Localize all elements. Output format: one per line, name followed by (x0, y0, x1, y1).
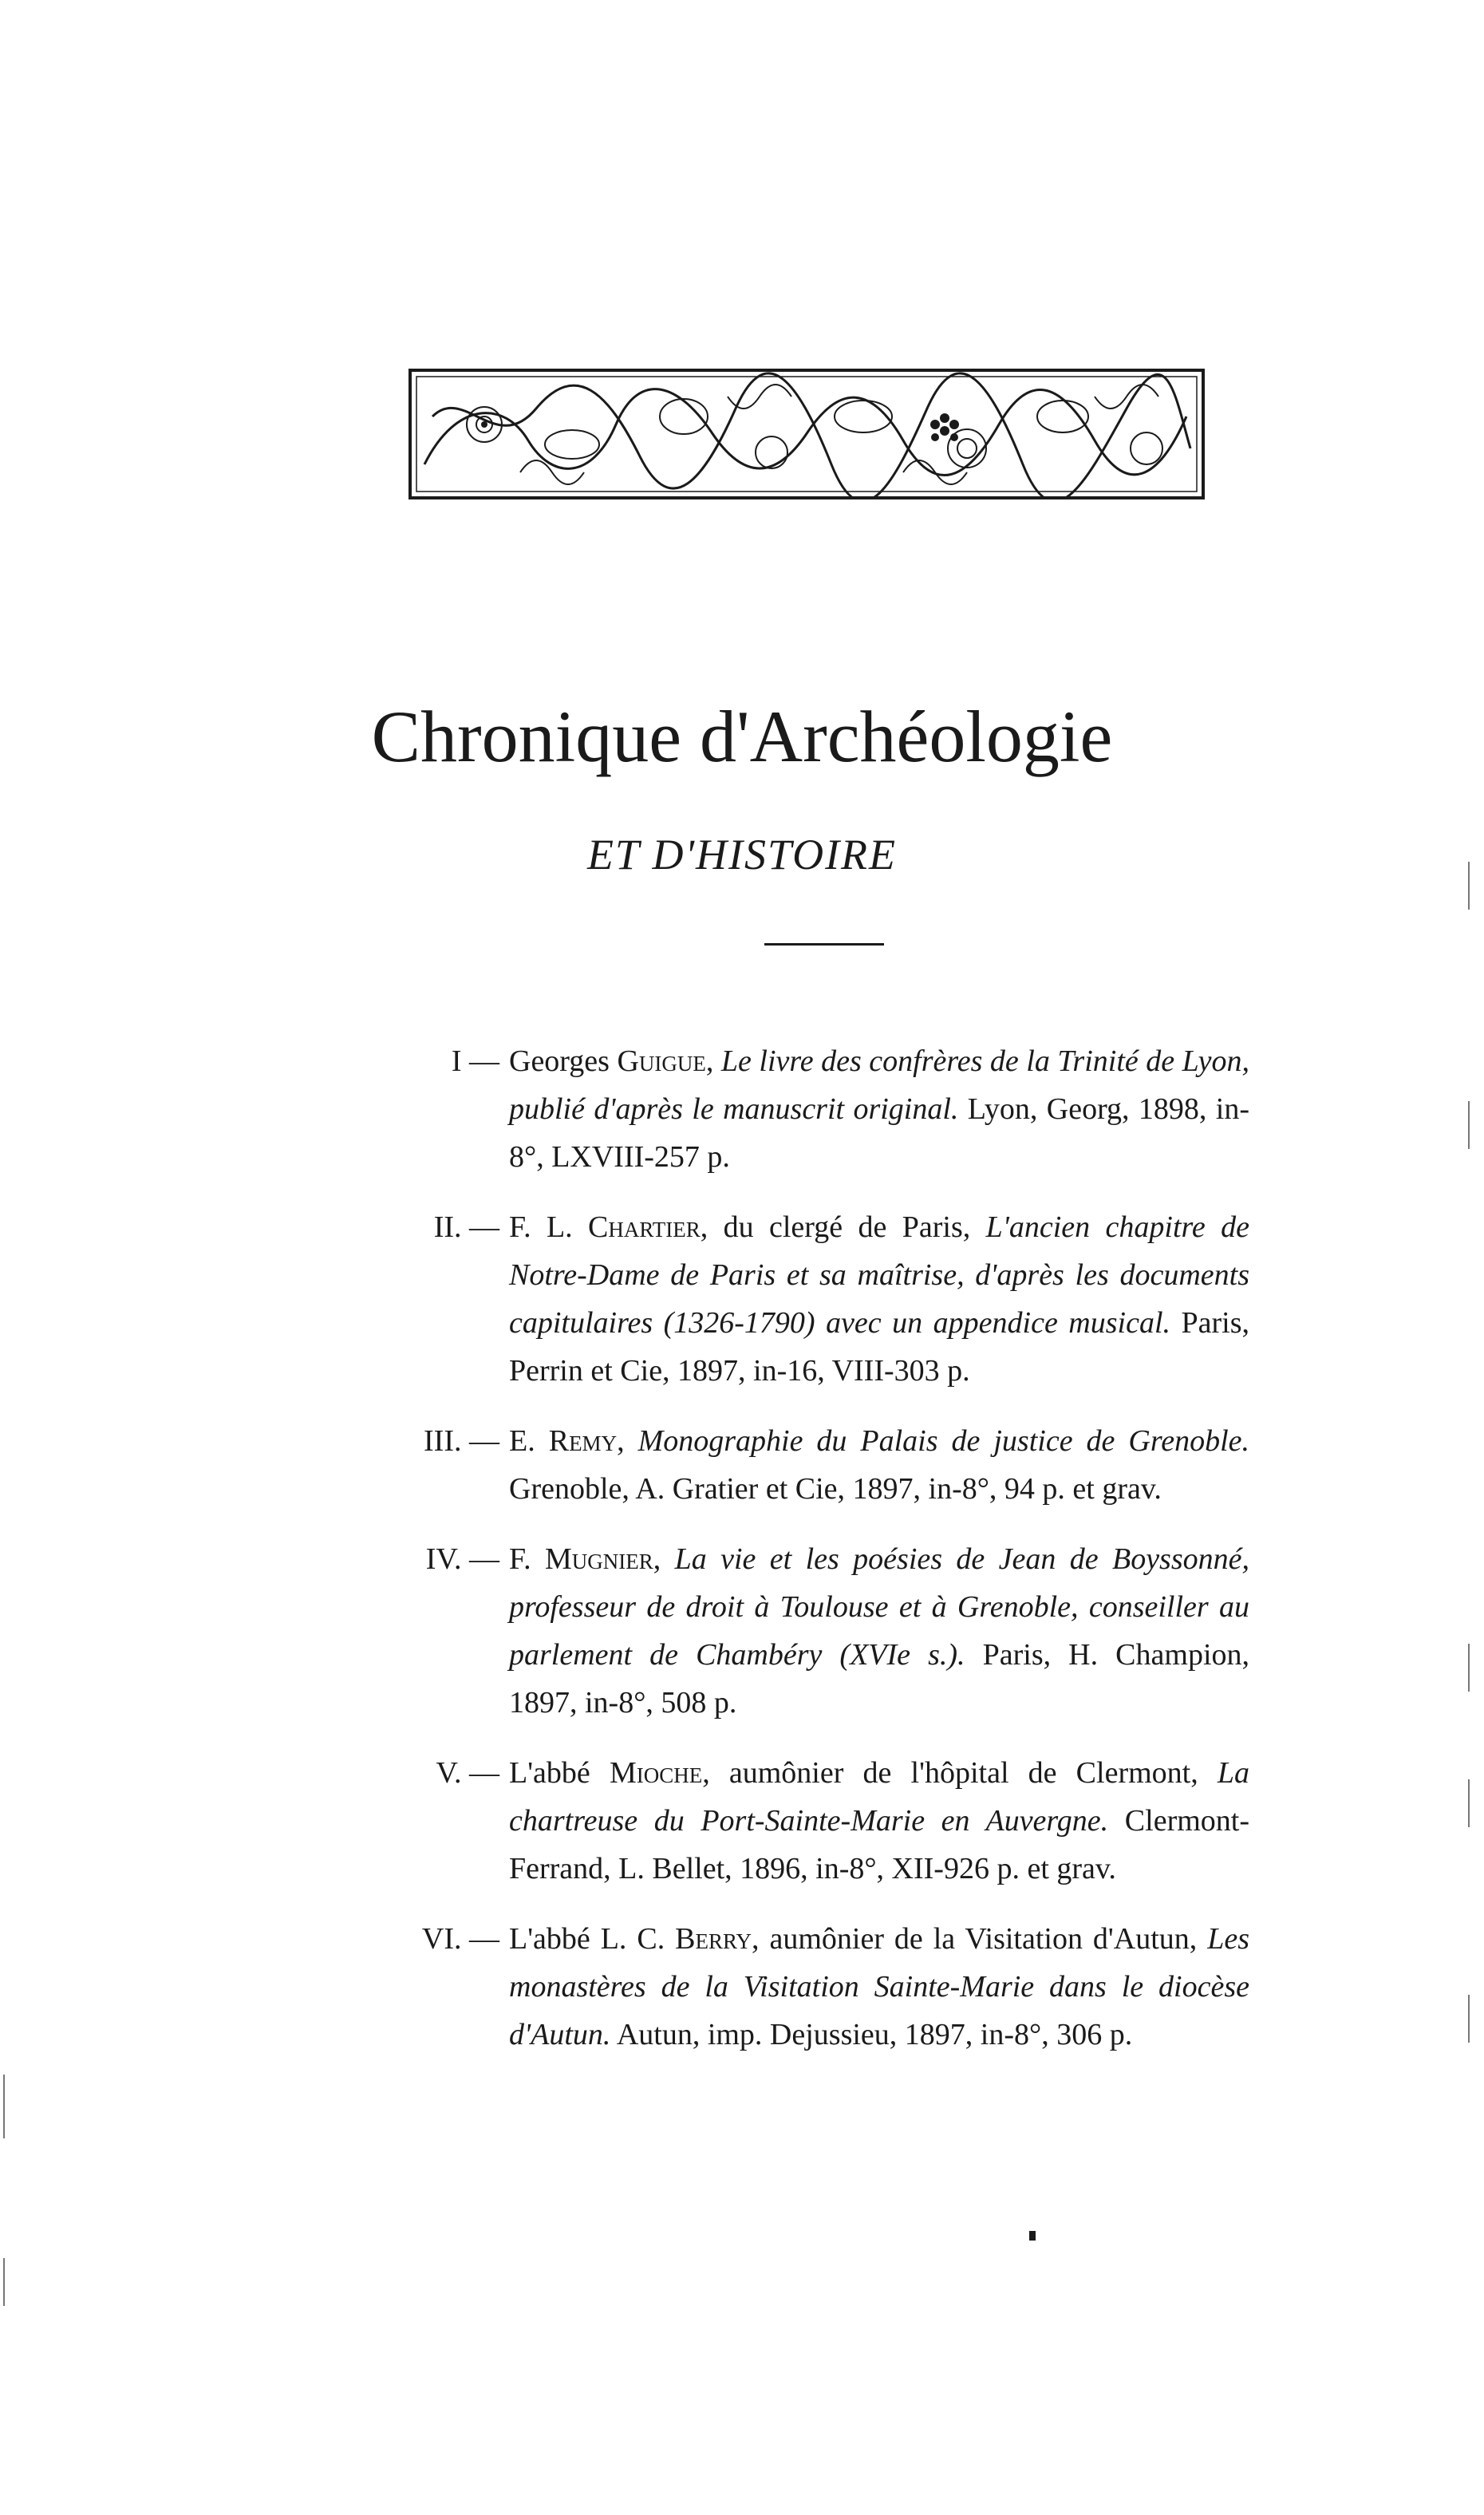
entry-publication: Clermont-Ferrand, L. Bellet, 1896, in-8°, XII-926 p. et grav. (509, 1804, 1249, 1885)
entry-separator: , (705, 1044, 714, 1078)
entry-number: III. — (424, 1424, 499, 1458)
scan-speck (1468, 1101, 1470, 1149)
entry-work-title: Monographie du Palais de justice de Grenoble. (637, 1424, 1250, 1458)
entry-work-title: La vie et les poésies de Jean de Boyssonné, professeur de droit à Toulouse et à Grenoble, conseiller au parlement de Chambéry (XVIe s.). (509, 1542, 1249, 1672)
entry-publication: Autun, imp. Dejussieu, 1897, in-8°, 306 p. (616, 2018, 1133, 2051)
entry-text (509, 1749, 1249, 1893)
bibliography-entry (396, 1417, 1249, 1513)
entry-author: L'abbé L. C. (509, 1922, 665, 1956)
entry-author-surname: Remy (548, 1424, 618, 1458)
entry-publication: Paris, H. Champion, 1897, in-8°, 508 p. (509, 1638, 1249, 1719)
entry-author: L'abbé (509, 1756, 590, 1790)
title-divider (764, 943, 884, 946)
entry-number: IV. — (425, 1542, 499, 1576)
entry-author-surname: Berry (675, 1922, 752, 1956)
bibliography-entry (396, 1037, 1249, 1181)
entry-number: VI. — (421, 1922, 499, 1956)
bibliography-entry (396, 1915, 1249, 2059)
entry-separator: , (653, 1542, 661, 1576)
bibliography-list (396, 1037, 1249, 2081)
entry-publication: Paris, Perrin et Cie, 1897, in-16, VIII-303 p. (509, 1306, 1250, 1388)
bibliography-entry (396, 1535, 1249, 1727)
entry-author: E. (509, 1424, 535, 1458)
scan-speck (1468, 1779, 1470, 1827)
entry-author-surname: Mioche (609, 1756, 703, 1790)
entry-publication: Grenoble, A. Gratier et Cie, 1897, in-8°, 94 p. et grav. (509, 1472, 1162, 1506)
scan-speck (1468, 862, 1470, 910)
entry-text (509, 1915, 1249, 2059)
scan-speck (1468, 1995, 1470, 2043)
entry-number: II. — (433, 1210, 499, 1244)
bibliography-entry (396, 1203, 1249, 1395)
ornament-header-band (408, 369, 1205, 499)
page-title: Chronique d'Archéologie (371, 696, 1113, 777)
entry-separator: , (617, 1424, 625, 1458)
entry-text (509, 1535, 1249, 1727)
entry-work-title: La chartreuse du Port-Sainte-Marie en Auvergne. (509, 1756, 1250, 1838)
entry-number: V. — (436, 1756, 499, 1790)
scan-speck (1468, 1644, 1470, 1692)
entry-work-title: Le livre des confrères de la Trinité de Lyon, publié d'après le manuscrit original. (509, 1044, 1250, 1126)
entry-work-title: L'ancien chapitre de Notre-Dame de Paris et sa maîtrise, d'après les documents capitulaires (1326-1790) avec un appendice musical. (509, 1210, 1249, 1340)
entry-publication: Lyon, Georg, 1898, in-8°, LXVIII-257 p. (509, 1092, 1250, 1174)
scan-speck (3, 2258, 5, 2306)
scan-speck (3, 2075, 5, 2138)
entry-author: Georges (509, 1044, 610, 1078)
entry-separator: , du clergé de Paris, (700, 1210, 971, 1244)
scan-speck (1029, 2231, 1036, 2241)
bibliography-entry (396, 1749, 1249, 1893)
entry-author: F. (509, 1542, 531, 1576)
entry-text (509, 1037, 1249, 1181)
entry-number: I — (451, 1044, 499, 1078)
entry-text (509, 1203, 1249, 1395)
entry-separator: , aumônier de l'hôpital de Clermont, (702, 1756, 1198, 1790)
entry-work-title: Les monastères de la Visitation Sainte-Marie dans le diocèse d'Autun. (509, 1922, 1249, 2051)
entry-text (509, 1417, 1249, 1513)
entry-author-surname: Guigue (617, 1044, 706, 1078)
entry-author-surname: Chartier (588, 1210, 701, 1244)
entry-author-surname: Mugnier (544, 1542, 653, 1576)
page-subtitle: ET D'HISTOIRE (586, 831, 898, 878)
entry-author: F. L. (509, 1210, 573, 1244)
entry-separator: , aumônier de la Visitation d'Autun, (752, 1922, 1198, 1956)
